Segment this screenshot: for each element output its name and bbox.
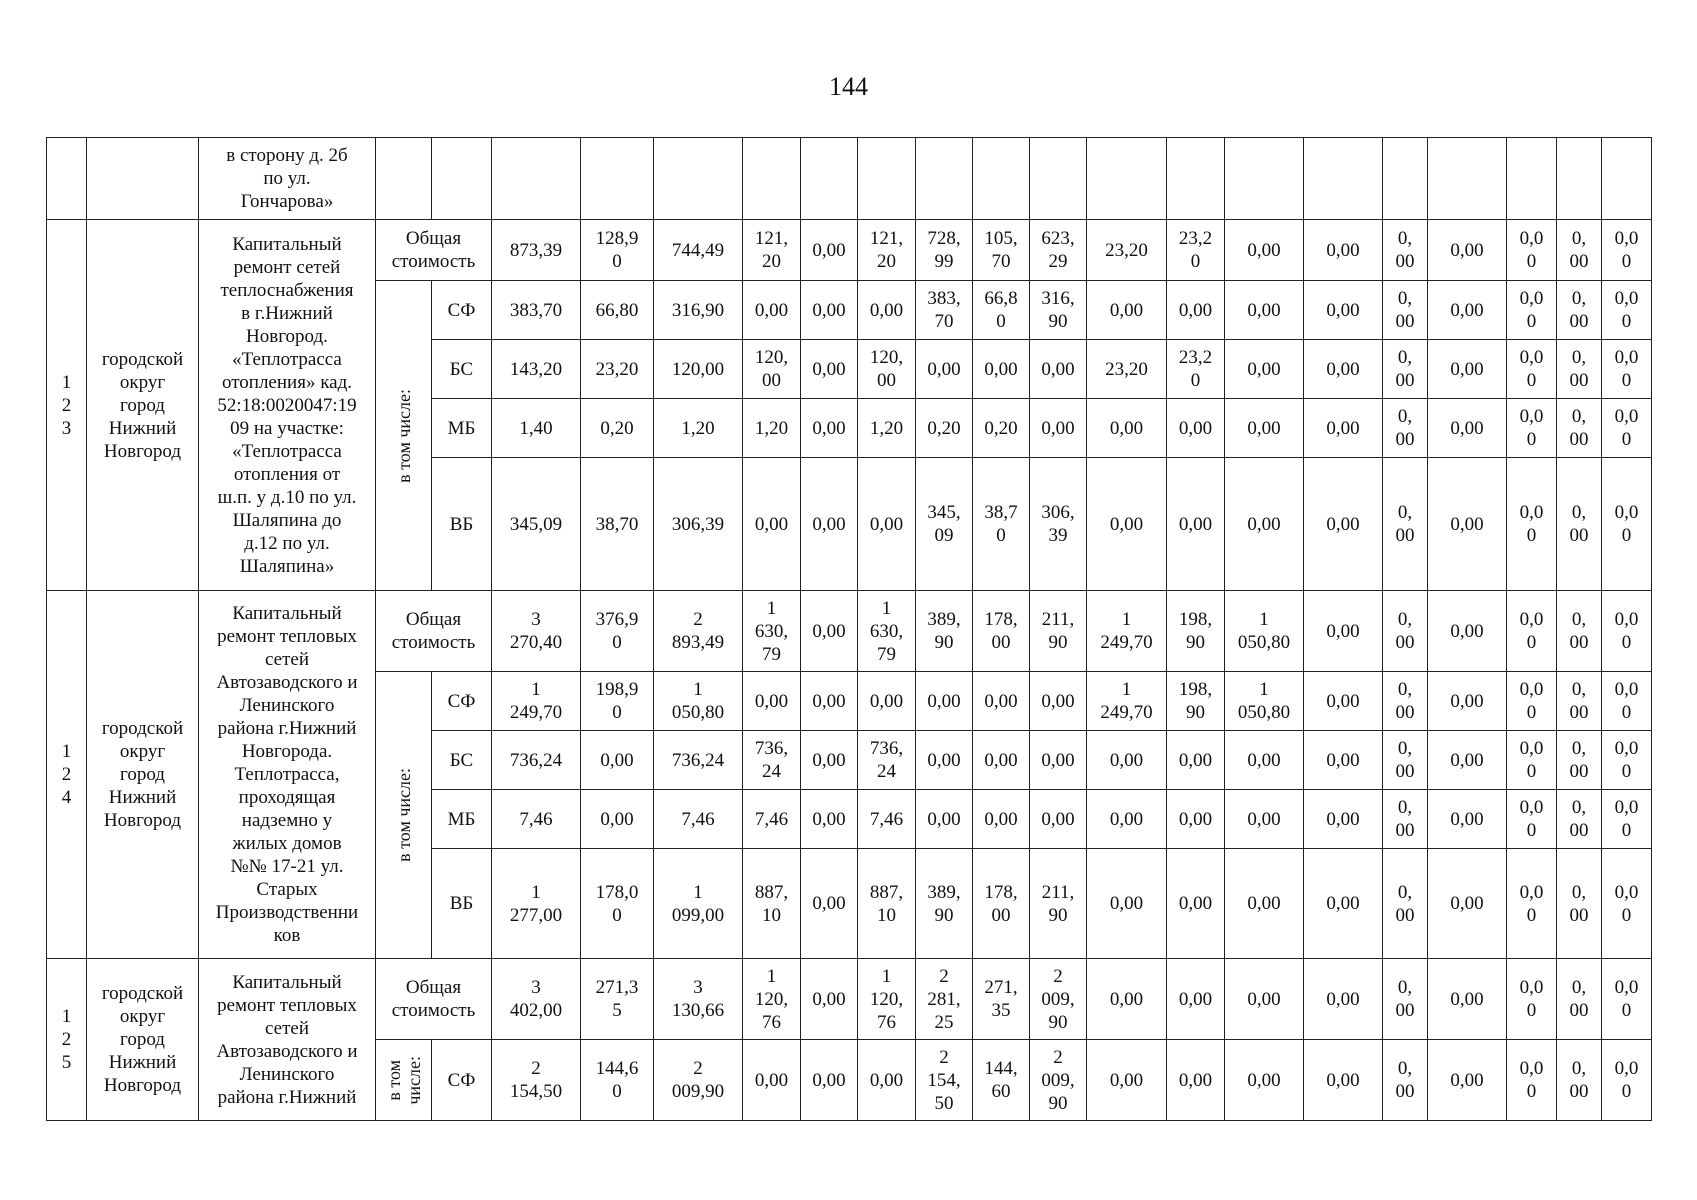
value-cell: 0,00 (1304, 672, 1383, 731)
value-cell: 1 277,00 (492, 849, 581, 959)
value-cell: 144,6 0 (581, 1040, 654, 1121)
value-cell: 0,0 0 (1602, 340, 1652, 399)
value-cell: 23,2 0 (1167, 340, 1225, 399)
total-row (47, 959, 1652, 1040)
value-cell: 0,00 (1087, 849, 1167, 959)
value-cell: 0,00 (801, 731, 858, 790)
value-cell: 0,00 (801, 340, 858, 399)
value-cell: 0,00 (1428, 281, 1507, 340)
value-cell: 0,00 (801, 790, 858, 849)
value-cell: 0,0 0 (1602, 1040, 1652, 1121)
value-cell: 0, 00 (1383, 1040, 1428, 1121)
value-cell: 0,0 0 (1602, 731, 1652, 790)
value-cell: 0,00 (1225, 1040, 1304, 1121)
cell (1087, 138, 1167, 220)
value-cell: 376,9 0 (581, 591, 654, 672)
value-cell: 0,00 (801, 591, 858, 672)
municipality: городской округ город Нижний Новгород (87, 591, 199, 959)
value-cell: 0,00 (1225, 790, 1304, 849)
value-cell: 0,00 (1225, 849, 1304, 959)
value-cell: 0,00 (743, 281, 801, 340)
value-cell: 736, 24 (743, 731, 801, 790)
value-cell: 0,00 (1304, 959, 1383, 1040)
value-cell: 0,00 (1225, 458, 1304, 591)
funding-source: ВБ (432, 458, 492, 591)
value-cell: 0,0 0 (1507, 959, 1557, 1040)
value-cell: 23,20 (581, 340, 654, 399)
value-cell: 0,0 0 (1602, 591, 1652, 672)
value-cell: 0,00 (1087, 959, 1167, 1040)
value-cell: 0,00 (916, 672, 973, 731)
row-number: 1 2 3 (47, 220, 87, 591)
value-cell: 2 154, 50 (916, 1040, 973, 1121)
value-cell: 271, 35 (973, 959, 1030, 1040)
funding-source: БС (432, 731, 492, 790)
value-cell: 0, 00 (1557, 790, 1602, 849)
total-cost-label: Общая стоимость (376, 591, 492, 672)
funding-source: МБ (432, 790, 492, 849)
value-cell: 0,00 (743, 458, 801, 591)
value-cell: 0, 00 (1557, 731, 1602, 790)
value-cell: 0,0 0 (1507, 672, 1557, 731)
value-cell: 7,46 (743, 790, 801, 849)
value-cell: 3 130,66 (654, 959, 743, 1040)
value-cell: 0,00 (1225, 340, 1304, 399)
value-cell: 0, 00 (1383, 591, 1428, 672)
funding-source: СФ (432, 281, 492, 340)
value-cell: 0, 00 (1383, 281, 1428, 340)
value-cell: 736,24 (654, 731, 743, 790)
value-cell: 316, 90 (1030, 281, 1087, 340)
object-description: Капитальный ремонт тепловых сетей Автозаводского и Ленинского района г.Нижний Новгорода. Теплотрасса, проходящая надземно у жилых домов №№ 17-21 ул. Старых Производственни ков (199, 591, 376, 959)
value-cell: 198, 90 (1167, 672, 1225, 731)
value-cell: 0,0 0 (1602, 672, 1652, 731)
continuation-text: в сторону д. 2б по ул. Гончарова» (199, 138, 376, 220)
value-cell: 0, 00 (1383, 458, 1428, 591)
value-cell: 0, 00 (1557, 340, 1602, 399)
value-cell: 0,0 0 (1602, 849, 1652, 959)
value-cell: 0,00 (1304, 790, 1383, 849)
value-cell: 0,00 (801, 672, 858, 731)
value-cell: 0,00 (1087, 731, 1167, 790)
cell (1557, 138, 1602, 220)
value-cell: 0, 00 (1557, 220, 1602, 281)
value-cell: 1 050,80 (1225, 672, 1304, 731)
value-cell: 0,00 (1030, 731, 1087, 790)
value-cell: 198, 90 (1167, 591, 1225, 672)
funding-source: МБ (432, 399, 492, 458)
value-cell: 1 120, 76 (743, 959, 801, 1040)
value-cell: 0,0 0 (1507, 458, 1557, 591)
value-cell: 0,00 (1428, 849, 1507, 959)
value-cell: 0,00 (973, 731, 1030, 790)
value-cell: 0,00 (1428, 672, 1507, 731)
value-cell: 0,0 0 (1602, 959, 1652, 1040)
value-cell: 0,0 0 (1507, 790, 1557, 849)
value-cell: 744,49 (654, 220, 743, 281)
value-cell: 178, 00 (973, 591, 1030, 672)
including-label-cell (376, 672, 432, 959)
value-cell: 0,0 0 (1602, 458, 1652, 591)
value-cell: 0,00 (1225, 281, 1304, 340)
value-cell: 23,20 (1087, 340, 1167, 399)
value-cell: 383,70 (492, 281, 581, 340)
total-row (47, 591, 1652, 672)
value-cell: 1,20 (858, 399, 916, 458)
including-label: в том числе: (383, 1055, 424, 1105)
value-cell: 66,8 0 (973, 281, 1030, 340)
value-cell: 0,0 0 (1602, 220, 1652, 281)
cell (1030, 138, 1087, 220)
value-cell: 0,00 (1030, 340, 1087, 399)
value-cell: 0, 00 (1557, 1040, 1602, 1121)
cell (1602, 138, 1652, 220)
value-cell: 316,90 (654, 281, 743, 340)
value-cell: 143,20 (492, 340, 581, 399)
cell (973, 138, 1030, 220)
value-cell: 23,20 (1087, 220, 1167, 281)
value-cell: 0,00 (1167, 790, 1225, 849)
funding-source: СФ (432, 672, 492, 731)
value-cell: 0,0 0 (1507, 731, 1557, 790)
value-cell: 0,00 (1304, 1040, 1383, 1121)
value-cell: 0, 00 (1557, 672, 1602, 731)
value-cell: 2 281, 25 (916, 959, 973, 1040)
value-cell: 0,00 (1304, 458, 1383, 591)
value-cell: 0, 00 (1383, 849, 1428, 959)
value-cell: 211, 90 (1030, 849, 1087, 959)
value-cell: 0,00 (1087, 790, 1167, 849)
value-cell: 271,3 5 (581, 959, 654, 1040)
cell (801, 138, 858, 220)
value-cell: 0, 00 (1383, 731, 1428, 790)
cell (1507, 138, 1557, 220)
value-cell: 128,9 0 (581, 220, 654, 281)
funding-table (46, 137, 1652, 1121)
value-cell: 7,46 (654, 790, 743, 849)
value-cell: 0,00 (1304, 340, 1383, 399)
value-cell: 0,00 (743, 1040, 801, 1121)
value-cell: 38,7 0 (973, 458, 1030, 591)
cell (581, 138, 654, 220)
value-cell: 0,0 0 (1507, 591, 1557, 672)
value-cell: 0,00 (1428, 220, 1507, 281)
value-cell: 0,00 (581, 731, 654, 790)
value-cell: 0,20 (973, 399, 1030, 458)
funding-source: ВБ (432, 849, 492, 959)
value-cell: 38,70 (581, 458, 654, 591)
value-cell: 0,00 (1428, 591, 1507, 672)
total-row (47, 220, 1652, 281)
value-cell: 0,0 0 (1602, 399, 1652, 458)
value-cell: 0,00 (1428, 458, 1507, 591)
value-cell: 0,00 (1087, 458, 1167, 591)
value-cell: 1 249,70 (1087, 591, 1167, 672)
value-cell: 1,20 (743, 399, 801, 458)
value-cell: 623, 29 (1030, 220, 1087, 281)
value-cell: 0,00 (581, 790, 654, 849)
total-cost-label: Общая стоимость (376, 959, 492, 1040)
cell (1167, 138, 1225, 220)
value-cell: 0,0 0 (1507, 340, 1557, 399)
value-cell: 887, 10 (743, 849, 801, 959)
value-cell: 0, 00 (1557, 281, 1602, 340)
value-cell: 728, 99 (916, 220, 973, 281)
value-cell: 0, 00 (1383, 672, 1428, 731)
value-cell: 0,20 (581, 399, 654, 458)
value-cell: 0,00 (1030, 672, 1087, 731)
value-cell: 0,00 (801, 458, 858, 591)
value-cell: 0,00 (1167, 281, 1225, 340)
value-cell: 0,00 (1304, 281, 1383, 340)
object-description: Капитальный ремонт тепловых сетей Автозаводского и Ленинского района г.Нижний (199, 959, 376, 1121)
cell (1304, 138, 1383, 220)
value-cell: 0,00 (1428, 340, 1507, 399)
value-cell: 0,00 (801, 849, 858, 959)
value-cell: 1 249,70 (1087, 672, 1167, 731)
value-cell: 0, 00 (1383, 340, 1428, 399)
value-cell: 0,00 (1428, 1040, 1507, 1121)
value-cell: 0,00 (1030, 399, 1087, 458)
value-cell: 0, 00 (1383, 220, 1428, 281)
value-cell: 0,00 (801, 959, 858, 1040)
value-cell: 2 009, 90 (1030, 959, 1087, 1040)
including-label: в том числе: (393, 768, 414, 862)
value-cell: 873,39 (492, 220, 581, 281)
cell (376, 138, 432, 220)
value-cell: 0,00 (1167, 849, 1225, 959)
value-cell: 120,00 (654, 340, 743, 399)
value-cell: 3 270,40 (492, 591, 581, 672)
value-cell: 0, 00 (1557, 399, 1602, 458)
value-cell: 1 120, 76 (858, 959, 916, 1040)
value-cell: 0, 00 (1383, 399, 1428, 458)
object-description: Капитальный ремонт сетей теплоснабжения в г.Нижний Новгород. «Теплотрасса отопления» кад. 52:18:0020047:19 09 на участке: «Теплотрасса отопления от ш.п. у д.10 по ул. Шаляпина до д.12 по ул. Шаляпина» (199, 220, 376, 591)
value-cell: 0,0 0 (1602, 281, 1652, 340)
including-label-cell (376, 281, 432, 591)
value-cell: 0,00 (1428, 399, 1507, 458)
value-cell: 0,00 (1087, 1040, 1167, 1121)
cell (1225, 138, 1304, 220)
value-cell: 0,00 (916, 790, 973, 849)
value-cell: 345,09 (492, 458, 581, 591)
value-cell: 0,00 (973, 790, 1030, 849)
value-cell: 2 009,90 (654, 1040, 743, 1121)
value-cell: 736,24 (492, 731, 581, 790)
value-cell: 345, 09 (916, 458, 973, 591)
value-cell: 389, 90 (916, 591, 973, 672)
value-cell: 0,00 (1225, 399, 1304, 458)
municipality: городской округ город Нижний Новгород (87, 220, 199, 591)
value-cell: 389, 90 (916, 849, 973, 959)
value-cell: 0,0 0 (1602, 790, 1652, 849)
cell (1383, 138, 1428, 220)
value-cell: 0,0 0 (1507, 849, 1557, 959)
municipality: городской округ город Нижний Новгород (87, 959, 199, 1121)
value-cell: 0,00 (1087, 399, 1167, 458)
value-cell: 0,00 (801, 220, 858, 281)
value-cell: 0,00 (916, 731, 973, 790)
value-cell: 0,00 (1304, 399, 1383, 458)
value-cell: 120, 00 (743, 340, 801, 399)
continuation-row (47, 138, 1652, 220)
value-cell: 0,0 0 (1507, 1040, 1557, 1121)
value-cell: 7,46 (858, 790, 916, 849)
value-cell: 0,00 (858, 1040, 916, 1121)
value-cell: 0, 00 (1557, 458, 1602, 591)
funding-source: СФ (432, 1040, 492, 1121)
including-label-cell (376, 1040, 432, 1121)
value-cell: 0,00 (1304, 731, 1383, 790)
value-cell: 887, 10 (858, 849, 916, 959)
value-cell: 0,00 (1428, 959, 1507, 1040)
value-cell: 1 630, 79 (858, 591, 916, 672)
value-cell: 0,00 (1304, 220, 1383, 281)
value-cell: 144, 60 (973, 1040, 1030, 1121)
value-cell: 0,00 (1304, 849, 1383, 959)
value-cell: 66,80 (581, 281, 654, 340)
page-number: 144 (829, 72, 868, 101)
funding-source: БС (432, 340, 492, 399)
value-cell: 0,00 (1167, 731, 1225, 790)
value-cell: 0,00 (1428, 790, 1507, 849)
value-cell: 1,40 (492, 399, 581, 458)
value-cell: 211, 90 (1030, 591, 1087, 672)
value-cell: 0, 00 (1383, 790, 1428, 849)
value-cell: 0,00 (1225, 220, 1304, 281)
value-cell: 0,00 (801, 1040, 858, 1121)
value-cell: 383, 70 (916, 281, 973, 340)
total-cost-label: Общая стоимость (376, 220, 492, 281)
value-cell: 306,39 (654, 458, 743, 591)
value-cell: 0,00 (1030, 790, 1087, 849)
cell (87, 138, 199, 220)
value-cell: 3 402,00 (492, 959, 581, 1040)
value-cell: 121, 20 (743, 220, 801, 281)
cell (492, 138, 581, 220)
value-cell: 0, 00 (1557, 959, 1602, 1040)
value-cell: 0,20 (916, 399, 973, 458)
value-cell: 1 050,80 (654, 672, 743, 731)
value-cell: 2 893,49 (654, 591, 743, 672)
value-cell: 1,20 (654, 399, 743, 458)
value-cell: 1 249,70 (492, 672, 581, 731)
including-label: в том числе: (393, 388, 414, 483)
value-cell: 0,00 (1428, 731, 1507, 790)
value-cell: 7,46 (492, 790, 581, 849)
cell (858, 138, 916, 220)
value-cell: 121, 20 (858, 220, 916, 281)
value-cell: 0,00 (1167, 458, 1225, 591)
value-cell: 178,0 0 (581, 849, 654, 959)
value-cell: 0,00 (1225, 959, 1304, 1040)
value-cell: 0,00 (1087, 281, 1167, 340)
value-cell: 0,0 0 (1507, 399, 1557, 458)
value-cell: 0,00 (973, 340, 1030, 399)
value-cell: 1 050,80 (1225, 591, 1304, 672)
value-cell: 0, 00 (1557, 849, 1602, 959)
value-cell: 178, 00 (973, 849, 1030, 959)
value-cell: 0, 00 (1383, 959, 1428, 1040)
value-cell: 0,00 (743, 672, 801, 731)
value-cell: 0,0 0 (1507, 281, 1557, 340)
value-cell: 198,9 0 (581, 672, 654, 731)
value-cell: 23,2 0 (1167, 220, 1225, 281)
value-cell: 0,00 (801, 281, 858, 340)
value-cell: 105, 70 (973, 220, 1030, 281)
cell (432, 138, 492, 220)
cell (654, 138, 743, 220)
row-number: 1 2 4 (47, 591, 87, 959)
value-cell: 736, 24 (858, 731, 916, 790)
cell (47, 138, 87, 220)
value-cell: 0,00 (1167, 959, 1225, 1040)
value-cell: 0, 00 (1557, 591, 1602, 672)
cell (743, 138, 801, 220)
value-cell: 0,00 (858, 281, 916, 340)
row-number: 1 2 5 (47, 959, 87, 1121)
value-cell: 2 154,50 (492, 1040, 581, 1121)
value-cell: 120, 00 (858, 340, 916, 399)
value-cell: 0,00 (858, 458, 916, 591)
value-cell: 0,00 (858, 672, 916, 731)
value-cell: 0,00 (1225, 731, 1304, 790)
value-cell: 0,0 0 (1507, 220, 1557, 281)
value-cell: 2 009, 90 (1030, 1040, 1087, 1121)
value-cell: 0,00 (801, 399, 858, 458)
value-cell: 0,00 (1304, 591, 1383, 672)
value-cell: 1 630, 79 (743, 591, 801, 672)
value-cell: 0,00 (1167, 399, 1225, 458)
value-cell: 0,00 (916, 340, 973, 399)
value-cell: 306, 39 (1030, 458, 1087, 591)
value-cell: 1 099,00 (654, 849, 743, 959)
value-cell: 0,00 (973, 672, 1030, 731)
cell (916, 138, 973, 220)
cell (1428, 138, 1507, 220)
value-cell: 0,00 (1167, 1040, 1225, 1121)
